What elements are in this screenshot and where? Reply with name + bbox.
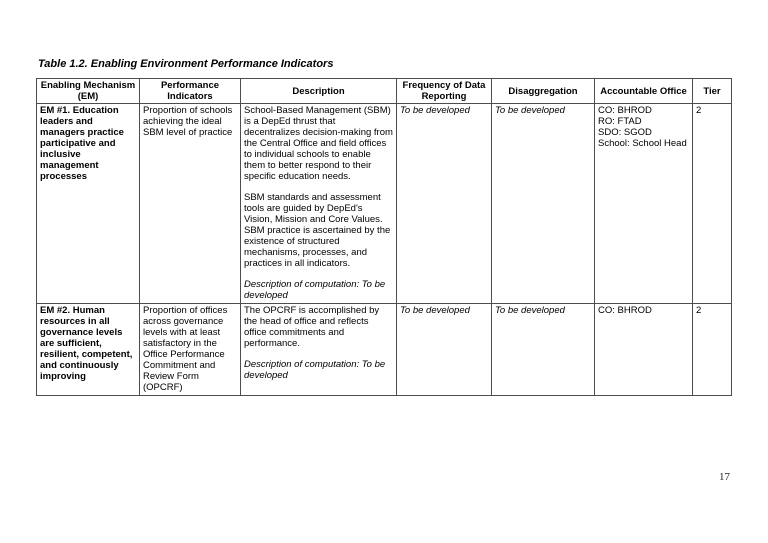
description-paragraph: School-Based Management (SBM) is a DepEd thrust that decentralizes decision-making from the Central Office and field offices to individual schools to enable them to better respond to their specific education needs. bbox=[244, 105, 393, 182]
cell-frequency: To be developed bbox=[397, 104, 492, 304]
cell-enabling-mechanism: EM #1. Education leaders and managers practice participative and inclusive management processes bbox=[37, 104, 140, 304]
cell-description bbox=[241, 104, 397, 304]
description-computation-note: Description of computation: To be developed bbox=[244, 279, 386, 301]
accountable-office-line: RO: FTAD bbox=[598, 116, 642, 127]
cell-tier: 2 bbox=[693, 304, 732, 396]
cell-accountable-office bbox=[595, 304, 693, 396]
cell-description bbox=[241, 304, 397, 396]
accountable-office-line: CO: BHROD bbox=[598, 305, 652, 316]
header-row bbox=[37, 79, 732, 104]
cell-disaggregation: To be developed bbox=[492, 104, 595, 304]
header-enabling-mechanism: Enabling Mechanism (EM) bbox=[37, 79, 140, 104]
cell-performance-indicator: Proportion of offices across governance levels with at least satisfactory in the Office Performance Commitment and Review Form (OPCRF) bbox=[140, 304, 241, 396]
table-caption: Table 1.2. Enabling Environment Performance Indicators bbox=[38, 58, 334, 70]
accountable-office-line: CO: BHROD bbox=[598, 105, 652, 116]
header-disaggregation: Disaggregation bbox=[492, 79, 595, 104]
table-row-em2 bbox=[37, 304, 732, 396]
header-tier: Tier bbox=[693, 79, 732, 104]
accountable-office-line: School: School Head bbox=[598, 138, 687, 149]
accountable-office-line: SDO: SGOD bbox=[598, 127, 652, 138]
cell-enabling-mechanism: EM #2. Human resources in all governance levels are sufficient, resilient, competent, and continuously improving bbox=[37, 304, 140, 396]
table-row-em1 bbox=[37, 104, 732, 304]
cell-performance-indicator: Proportion of schools achieving the ideal SBM level of practice bbox=[140, 104, 241, 304]
header-accountable-office: Accountable Office bbox=[595, 79, 693, 104]
cell-tier: 2 bbox=[693, 104, 732, 304]
description-paragraph: SBM standards and assessment tools are guided by DepEd's Vision, Mission and Core Values. SBM practice is ascertained by the existence of structured mechanisms, processes, and practices in all indicators. bbox=[244, 192, 391, 269]
header-description: Description bbox=[241, 79, 397, 104]
cell-disaggregation: To be developed bbox=[492, 304, 595, 396]
description-computation-note: Description of computation: To be developed bbox=[244, 359, 386, 381]
page-number: 17 bbox=[719, 471, 730, 483]
indicators-table bbox=[36, 78, 732, 396]
header-performance-indicators: Performance Indicators bbox=[140, 79, 241, 104]
description-paragraph: The OPCRF is accomplished by the head of office and reflects office commitments and performance. bbox=[244, 305, 380, 349]
cell-accountable-office bbox=[595, 104, 693, 304]
header-frequency: Frequency of Data Reporting bbox=[397, 79, 492, 104]
cell-frequency: To be developed bbox=[397, 304, 492, 396]
